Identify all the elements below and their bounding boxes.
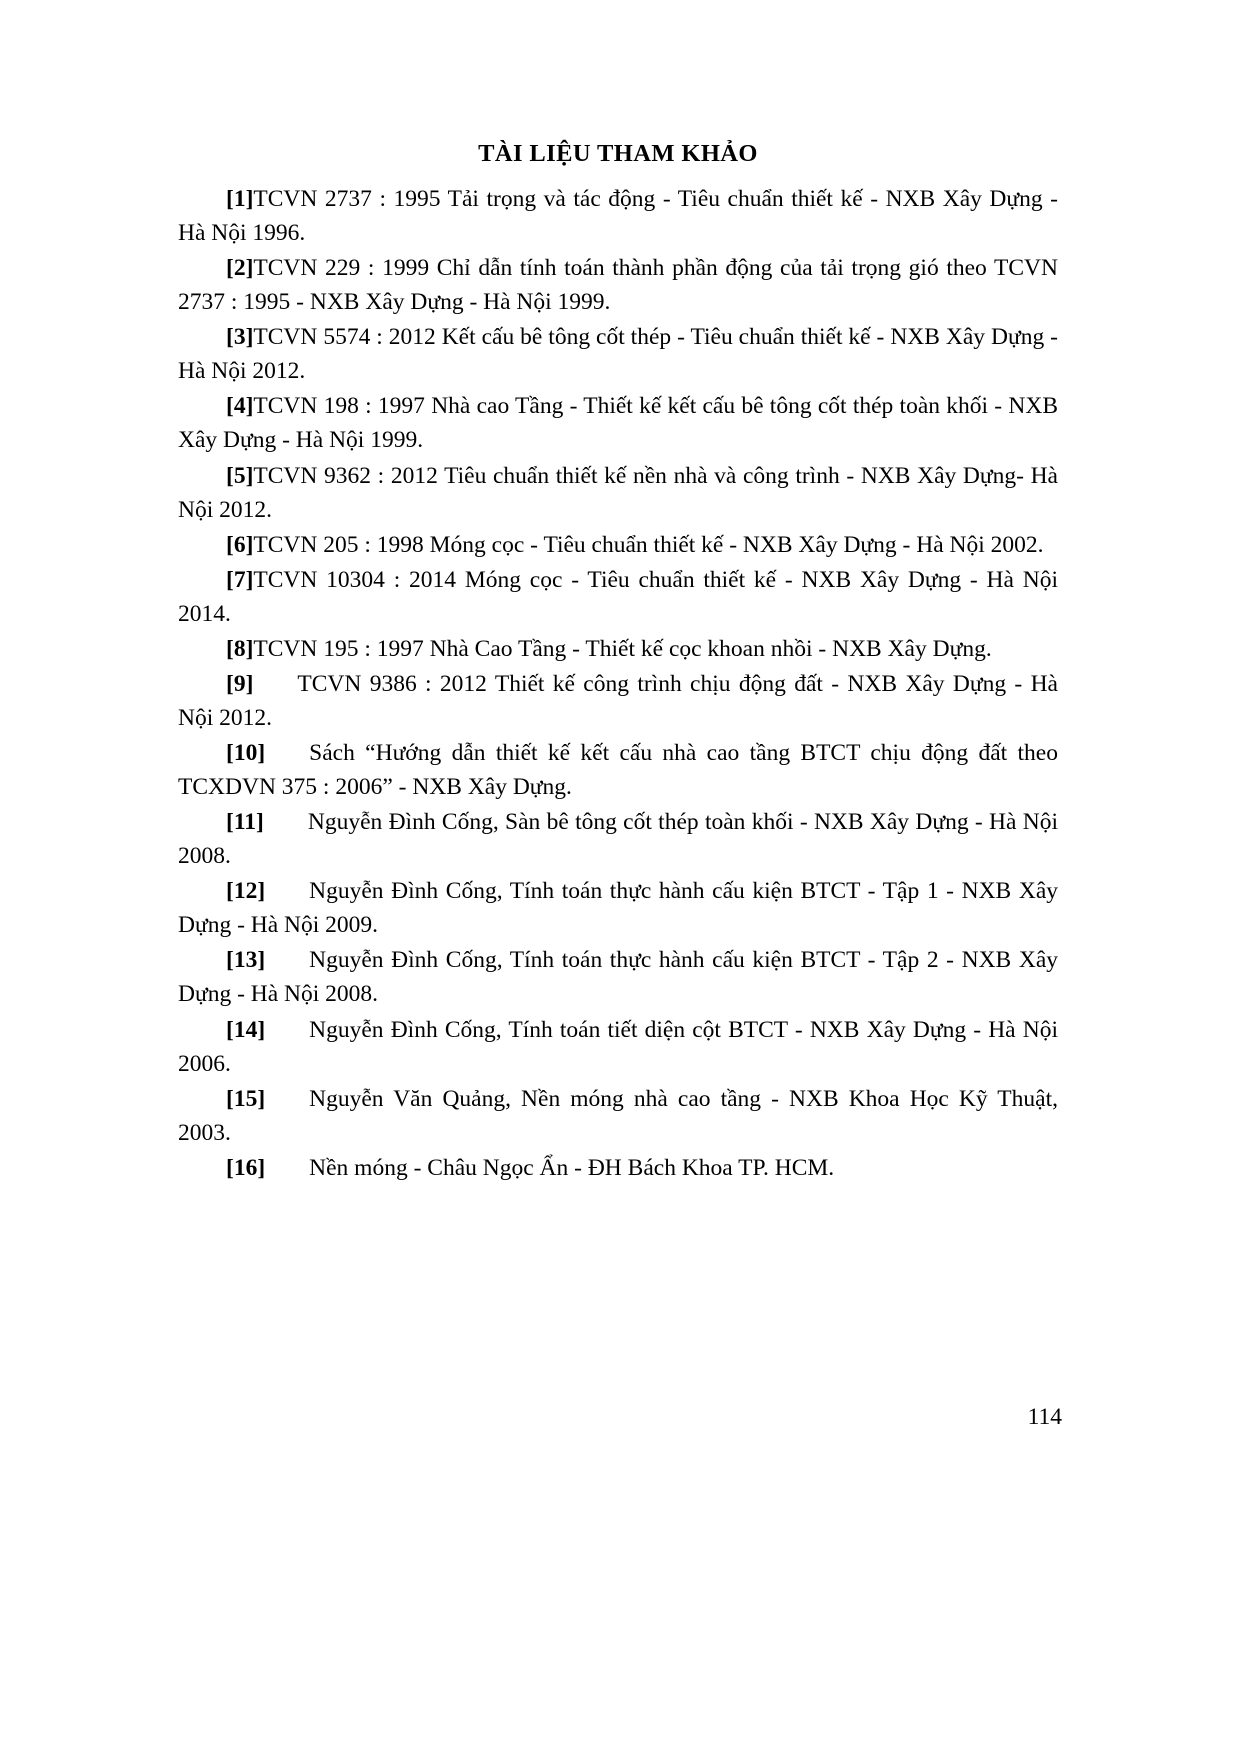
reference-entry: [178, 1082, 1058, 1150]
reference-entry: [178, 459, 1058, 527]
reference-entry: [178, 1151, 1058, 1185]
reference-entry: [178, 943, 1058, 1011]
reference-number: [3]: [226, 324, 254, 351]
reference-text: TCVN 10304 : 2014 Móng cọc - Tiêu chuẩn thiết kế - NXB Xây Dựng - Hà Nội 2014.: [178, 566, 1058, 627]
reference-text: Nguyễn Đình Cống, Tính toán tiết diện cột BTCT - NXB Xây Dựng - Hà Nội 2006.: [178, 1016, 1058, 1077]
page-number: 114: [1027, 1404, 1062, 1430]
reference-number: [15]: [226, 1085, 266, 1112]
reference-text: Sách “Hướng dẫn thiết kế kết cấu nhà cao tầng BTCT chịu động đất theo TCXDVN 375 : 2006” - NXB Xây Dựng.: [178, 740, 1058, 801]
reference-entry: [178, 251, 1058, 319]
reference-text: Nguyễn Đình Cống, Tính toán thực hành cấu kiện BTCT - Tập 1 - NXB Xây Dựng - Hà Nội 2009.: [178, 878, 1058, 939]
reference-text: Nền móng - Châu Ngọc Ẩn - ĐH Bách Khoa TP. HCM.: [309, 1154, 835, 1181]
reference-entry: [178, 563, 1058, 631]
reference-number: [12]: [226, 878, 266, 905]
reference-text: TCVN 5574 : 2012 Kết cấu bê tông cốt thép - Tiêu chuẩn thiết kế - NXB Xây Dựng - Hà Nội 2012.: [178, 324, 1058, 385]
reference-number: [6]: [226, 531, 254, 558]
reference-text: Nguyễn Đình Cống, Sàn bê tông cốt thép toàn khối - NXB Xây Dựng - Hà Nội 2008.: [178, 809, 1058, 870]
reference-number: [14]: [226, 1016, 266, 1043]
reference-number: [1]: [226, 186, 254, 212]
reference-entry: [178, 528, 1058, 562]
reference-entry: [178, 182, 1058, 250]
reference-text: TCVN 205 : 1998 Móng cọc - Tiêu chuẩn thiết kế - NXB Xây Dựng - Hà Nội 2002.: [253, 531, 1044, 558]
reference-text: TCVN 195 : 1997 Nhà Cao Tầng - Thiết kế cọc khoan nhồi - NXB Xây Dựng.: [253, 635, 992, 662]
reference-entry: [178, 874, 1058, 942]
reference-number: [5]: [226, 462, 254, 489]
page-title: TÀI LIỆU THAM KHẢO: [478, 140, 758, 167]
reference-text: TCVN 229 : 1999 Chỉ dẫn tính toán thành phần động của tải trọng gió theo TCVN 2737 : 1995 - NXB Xây Dựng - Hà Nội 1999.: [178, 255, 1058, 316]
reference-number: [13]: [226, 947, 266, 974]
reference-number: [4]: [226, 393, 254, 420]
reference-text: TCVN 9386 : 2012 Thiết kế công trình chịu động đất - NXB Xây Dựng - Hà Nội 2012.: [178, 670, 1058, 731]
page-content: [178, 140, 1058, 1186]
reference-entry: [178, 1013, 1058, 1081]
reference-text: TCVN 9362 : 2012 Tiêu chuẩn thiết kế nền nhà và công trình - NXB Xây Dựng- Hà Nội 2012.: [178, 462, 1058, 523]
reference-number: [9]: [226, 670, 254, 697]
reference-text: TCVN 198 : 1997 Nhà cao Tầng - Thiết kế kết cấu bê tông cốt thép toàn khối - NXB Xây Dựng - Hà Nội 1999.: [178, 393, 1058, 454]
reference-number: [11]: [226, 809, 264, 836]
reference-text: Nguyễn Đình Cống, Tính toán thực hành cấu kiện BTCT - Tập 2 - NXB Xây Dựng - Hà Nội 2008.: [178, 947, 1058, 1008]
reference-number: [10]: [226, 740, 266, 766]
reference-number: [7]: [226, 566, 254, 593]
reference-entry: [178, 736, 1058, 804]
reference-entry: [178, 632, 1058, 666]
reference-entry: [178, 389, 1058, 457]
reference-entry: [178, 320, 1058, 388]
reference-entry: [178, 805, 1058, 873]
reference-number: [16]: [226, 1154, 266, 1181]
reference-text: Nguyễn Văn Quảng, Nền móng nhà cao tầng - NXB Khoa Học Kỹ Thuật, 2003.: [178, 1085, 1058, 1146]
reference-list: [178, 182, 1058, 1185]
reference-entry: [178, 667, 1058, 735]
reference-text: TCVN 2737 : 1995 Tải trọng và tác động - Tiêu chuẩn thiết kế - NXB Xây Dựng - Hà Nội 1996.: [178, 186, 1058, 247]
reference-number: [2]: [226, 255, 254, 282]
reference-number: [8]: [226, 635, 254, 662]
